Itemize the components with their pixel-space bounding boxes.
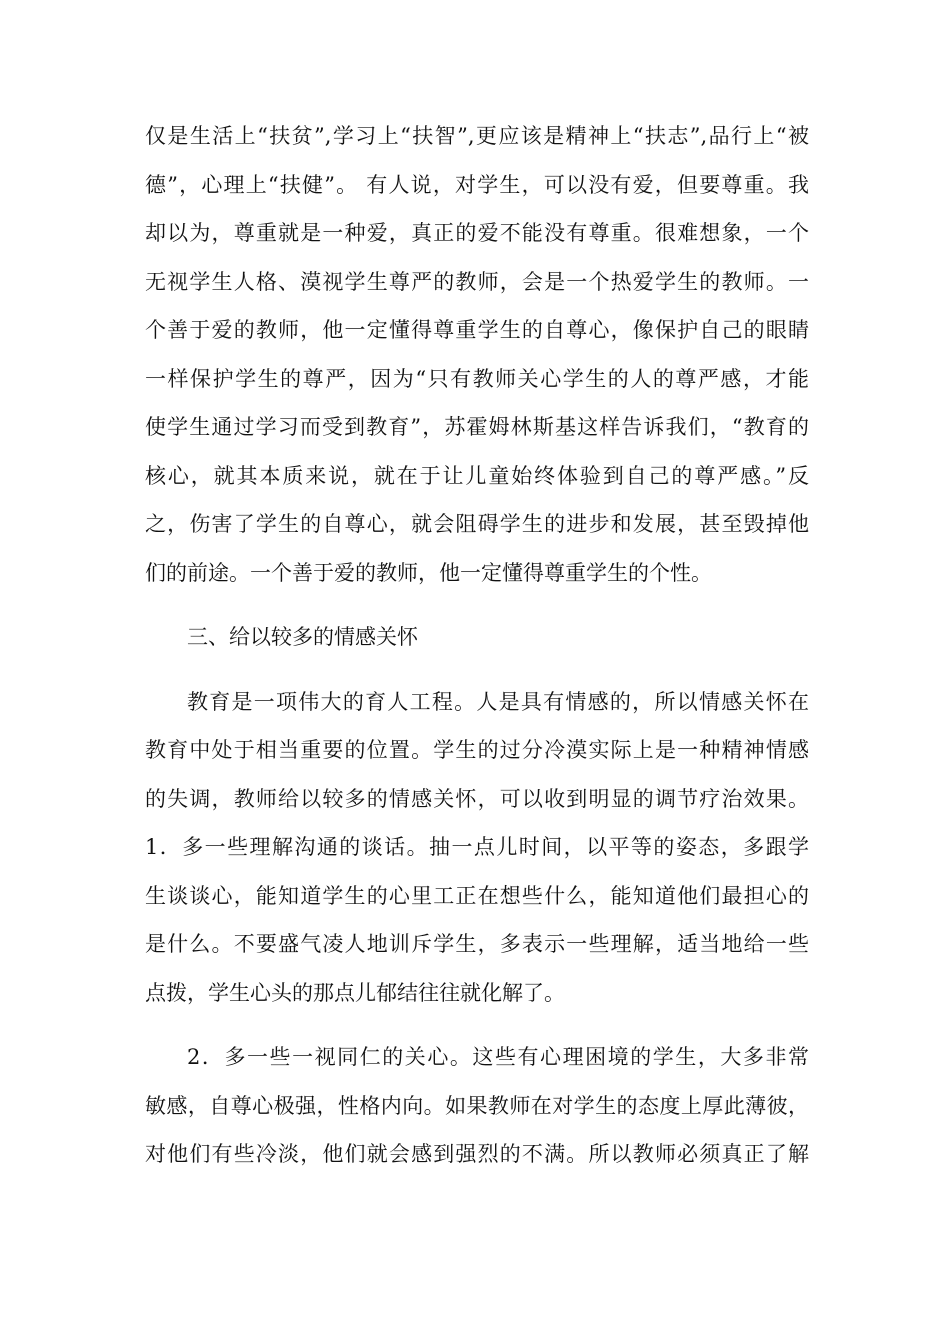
text-line: 仅是生活上“扶贫”,学习上“扶智”,更应该是精神上“扶志”,品行上“被 bbox=[145, 124, 809, 148]
paragraph-respect bbox=[145, 112, 809, 597]
text-line: 对他们有些冷淡，他们就会感到强烈的不满。所以教师必须真正了解 bbox=[145, 1142, 809, 1166]
document-body bbox=[145, 112, 809, 1179]
text-line: 敏感，自尊心极强，性格内向。如果教师在对学生的态度上厚此薄彼， bbox=[145, 1093, 809, 1118]
text-line: 之，伤害了学生的自尊心，就会阻碍学生的进步和发展，甚至毁掉他 bbox=[145, 512, 809, 536]
paragraph-equal-care bbox=[145, 1033, 809, 1179]
text-line: 个善于爱的教师，他一定懂得尊重学生的自尊心，像保护自己的眼睛 bbox=[145, 318, 809, 342]
text-line: 德”，心理上“扶健”。 有人说，对学生，可以没有爱，但要尊重。我 bbox=[145, 172, 809, 197]
text-line: 生谈谈心，能知道学生的心里工正在想些什么，能知道他们最担心的 bbox=[145, 883, 809, 908]
paragraph-emotional-care bbox=[145, 678, 809, 1018]
text-line: 无视学生人格、漠视学生尊严的教师，会是一个热爱学生的教师。一 bbox=[145, 269, 809, 294]
text-line: 的失调，教师给以较多的情感关怀，可以收到明显的调节疗治效果。 bbox=[145, 786, 809, 811]
text-line: 1．多一些理解沟通的谈话。抽一点儿时间，以平等的姿态，多跟学 bbox=[145, 835, 809, 859]
text-line: 却以为，尊重就是一种爱，真正的爱不能没有尊重。很难想象，一个 bbox=[145, 221, 809, 245]
text-line: 们的前途。一个善于爱的教师，他一定懂得尊重学生的个性。 bbox=[145, 560, 712, 585]
text-line: 使学生通过学习而受到教育”，苏霍姆林斯基这样告诉我们，“教育的 bbox=[145, 415, 809, 439]
text-line: 2．多一些一视同仁的关心。这些有心理困境的学生，大多非常 bbox=[187, 1045, 809, 1069]
heading-3: 三、给以较多的情感关怀 bbox=[187, 625, 418, 649]
text-line: 教育中处于相当重要的位置。学生的过分冷漠实际上是一种精神情感 bbox=[145, 738, 809, 762]
text-line: 点拨，学生心头的那点儿郁结往往就化解了。 bbox=[145, 980, 565, 1005]
text-line: 教育是一项伟大的育人工程。人是具有情感的，所以情感关怀在 bbox=[187, 689, 809, 714]
section-heading bbox=[145, 613, 809, 662]
text-line: 一样保护学生的尊严，因为“只有教师关心学生的人的尊严感，才能 bbox=[145, 366, 809, 391]
text-line: 是什么。不要盛气凌人地训斥学生，多表示一些理解，适当地给一些 bbox=[145, 932, 809, 956]
text-line: 核心，就其本质来说，就在于让儿童始终体验到自己的尊严感。”反 bbox=[145, 463, 809, 488]
